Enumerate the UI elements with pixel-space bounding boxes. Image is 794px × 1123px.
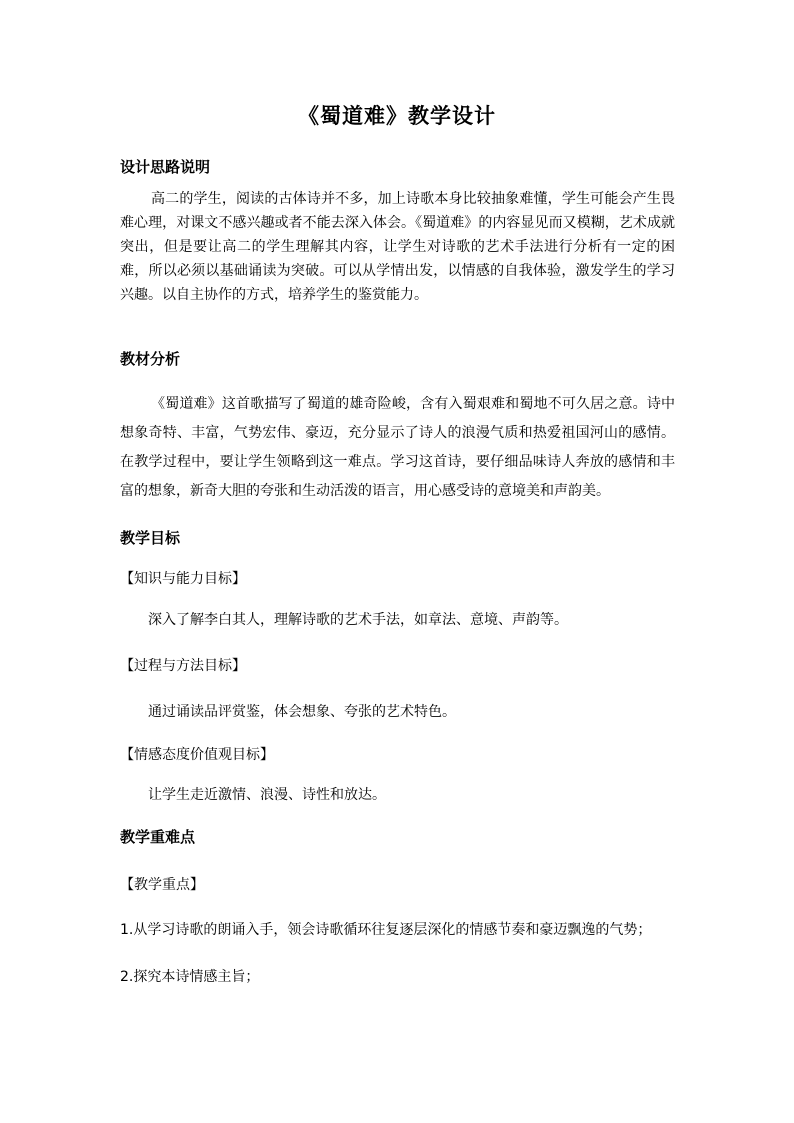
list-item: 1.从学习诗歌的朗诵入手，领会诗歌循环往复逐层深化的情感节奏和豪迈飘逸的气势； <box>120 922 652 938</box>
label-knowledge-goal: 【知识与能力目标】 <box>120 571 246 587</box>
paragraph-design-rationale: 高二的学生，阅读的古体诗并不多，加上诗歌本身比较抽象难懂，学生可能会产生畏难心理，对课文不感兴趣或者不能去深入体会。《蜀道难》的内容显见而又模糊，艺术成就突出，但是要让高二的学生理解其内容，让学生对诗歌的艺术手法进行分析有一定的困难，所以必须以基础诵读为突破。可以从学情出发，以情感的自我体验，激发学生的学习兴趣。以自主协作的方式，培养学生的鉴赏能力。 <box>120 191 675 303</box>
document-title: 《蜀道难》教学设计 <box>298 104 496 128</box>
label-process-goal: 【过程与方法目标】 <box>120 658 246 674</box>
label-emotion-goal: 【情感态度价值观目标】 <box>120 747 274 763</box>
text-knowledge-goal: 深入了解李白其人，理解诗歌的艺术手法，如章法、意境、声韵等。 <box>148 612 568 628</box>
heading-key-points: 教学重难点 <box>120 828 196 846</box>
list-item: 2.探究本诗情感主旨； <box>120 969 260 985</box>
label-teaching-focus: 【教学重点】 <box>120 877 204 893</box>
text-emotion-goal: 让学生走近激情、浪漫、诗性和放达。 <box>148 787 386 803</box>
paragraph-material-analysis: 《蜀道难》这首歌描写了蜀道的雄奇险峻，含有入蜀艰难和蜀地不可久居之意。诗中想象奇特、丰富，气势宏伟、豪迈，充分显示了诗人的浪漫气质和热爱祖国河山的感情。在教学过程中，要让学生领略到这一难点。学习这首诗，要仔细品味诗人奔放的感情和丰富的想象，新奇大胆的夸张和生动活泼的语言，用心感受诗的意境美和声韵美。 <box>120 396 675 499</box>
heading-design-rationale: 设计思路说明 <box>120 158 211 176</box>
heading-teaching-goals: 教学目标 <box>120 529 181 547</box>
heading-material-analysis: 教材分析 <box>120 350 181 368</box>
text-process-goal: 通过诵读品评赏鉴，体会想象、夸张的艺术特色。 <box>148 704 456 720</box>
